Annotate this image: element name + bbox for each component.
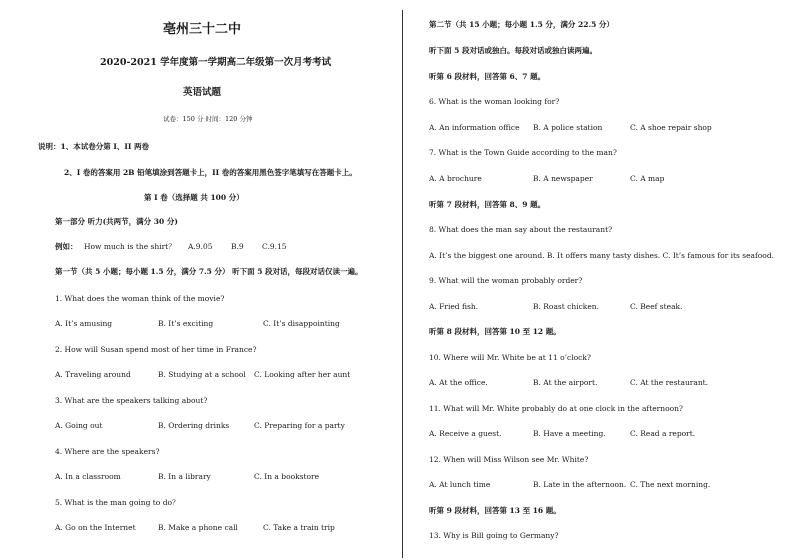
column-divider — [402, 10, 403, 558]
example-question: How much is the shirt？ — [84, 242, 176, 251]
q10-option-c: C. At the restaurant. — [630, 378, 709, 387]
subject-title: 英语试题 — [183, 87, 222, 98]
q6-option-a: A. An information office — [429, 123, 520, 132]
question-9: 9. What will the woman probably order? — [429, 276, 583, 285]
q8-options: A. It’s the biggest one around. B. It offers many tasty dishes. C. It’s famous for its seafood. — [429, 251, 775, 260]
section-1-title: 第一节（共 5 小题；每小题 1.5 分，满分 7.5 分） 听下面 5 段对话，每段对话仅读一遍。 — [55, 267, 363, 276]
q6-option-c: C. A shoe repair shop — [630, 123, 712, 132]
question-7: 7. What is the Town Guide according to the man? — [429, 148, 617, 157]
q11-option-a: A. Receive a guest. — [429, 429, 502, 438]
q12-option-b: B. Late in the afternoon. — [533, 480, 627, 489]
question-8: 8. What does the man say about the restaurant? — [429, 225, 613, 234]
q3-option-c: C. Preparing for a party — [254, 421, 345, 430]
q2-option-b: B. Studying at a school — [158, 370, 246, 379]
question-1: 1. What does the woman think of the movie? — [55, 294, 225, 303]
q4-option-a: A. In a classroom — [55, 472, 121, 481]
q12-option-a: A. At lunch time — [429, 480, 491, 489]
q7-option-a: A. A brochure — [429, 174, 482, 183]
q1-option-b: B. It’s exciting — [158, 319, 214, 328]
score-time-info: 试卷：150 分 时间：120 分钟 — [163, 115, 253, 123]
example-option-c: C.9.15 — [262, 242, 287, 251]
volume-1-title: 第 I 卷（选择题 共 100 分） — [144, 193, 244, 202]
q3-option-a: A. Going out — [55, 421, 103, 430]
part-1-title: 第一部分 听力(共两节，满分 30 分) — [55, 217, 178, 226]
q5-option-c: C. Take a train trip — [263, 523, 335, 532]
q9-option-b: B. Roast chicken. — [533, 302, 599, 311]
q11-option-b: B. Have a meeting. — [533, 429, 606, 438]
question-10: 10. Where will Mr. White be at 11 o’clock? — [429, 353, 591, 362]
instruction-line-2: 2、I 卷的答案用 2B 铅笔填涂到答题卡上，II 卷的答案用黑色签字笔填写在答题卡上。 — [64, 168, 357, 177]
q1-option-c: C. It’s disappointing — [263, 319, 340, 328]
q2-option-a: A. Traveling around — [55, 370, 131, 379]
exam-title: 2020-2021 学年度第一学期高二年级第一次月考考试 — [100, 57, 332, 68]
q9-option-c: C. Beef steak. — [630, 302, 683, 311]
question-5: 5. What is the man going to do？ — [55, 498, 180, 507]
material-6-heading: 听第 6 段材料，回答第 6、7 题。 — [429, 72, 546, 81]
question-12: 12. When will Miss Wilson see Mr. White? — [429, 455, 589, 464]
q6-option-b: B. A police station — [533, 123, 603, 132]
q7-option-c: C. A map — [630, 174, 665, 183]
example-label: 例如： — [55, 242, 78, 251]
material-7-heading: 听第 7 段材料，回答第 8、9 题。 — [429, 200, 546, 209]
q12-option-c: C. The next morning. — [630, 480, 711, 489]
material-9-heading: 听第 9 段材料，回答第 13 至 16 题。 — [429, 506, 561, 515]
question-2: 2. How will Susan spend most of her time in France? — [55, 345, 257, 354]
q10-option-a: A. At the office. — [429, 378, 488, 387]
question-13: 13. Why is Bill going to Germany? — [429, 531, 559, 540]
q5-option-a: A. Go on the Internet — [55, 523, 136, 532]
q9-option-a: A. Fried fish. — [429, 302, 479, 311]
q4-option-c: C. In a bookstore — [254, 472, 320, 481]
q11-option-c: C. Read a report. — [630, 429, 696, 438]
q4-option-b: B. In a library — [158, 472, 211, 481]
q2-option-c: C. Looking after her aunt — [254, 370, 351, 379]
school-name: 亳州三十二中 — [163, 22, 242, 37]
example-option-b: B.9 — [231, 242, 244, 251]
q3-option-b: B. Ordering drinks — [158, 421, 230, 430]
question-11: 11. What will Mr. White probably do at one clock in the afternoon? — [429, 404, 683, 413]
q10-option-b: B. At the airport. — [533, 378, 598, 387]
question-6: 6. What is the woman looking for? — [429, 97, 560, 106]
material-8-heading: 听第 8 段材料，回答第 10 至 12 题。 — [429, 327, 561, 336]
q7-option-b: B. A newspaper — [533, 174, 593, 183]
example-option-a: A.9.05 — [188, 242, 213, 251]
question-3: 3. What are the speakers talking about? — [55, 396, 208, 405]
section-2-title: 第二节（共 15 小题；每小题 1.5 分，满分 22.5 分） — [429, 20, 614, 29]
section-2-instruction: 听下面 5 段对话或独白。每段对话或独白读两遍。 — [429, 46, 597, 55]
q5-option-b: B. Make a phone call — [158, 523, 238, 532]
q1-option-a: A. It’s amusing — [55, 319, 113, 328]
instruction-line-1: 说明：1、本试卷分第 I、II 两卷 — [38, 142, 149, 151]
question-4: 4. Where are the speakers? — [55, 447, 160, 456]
